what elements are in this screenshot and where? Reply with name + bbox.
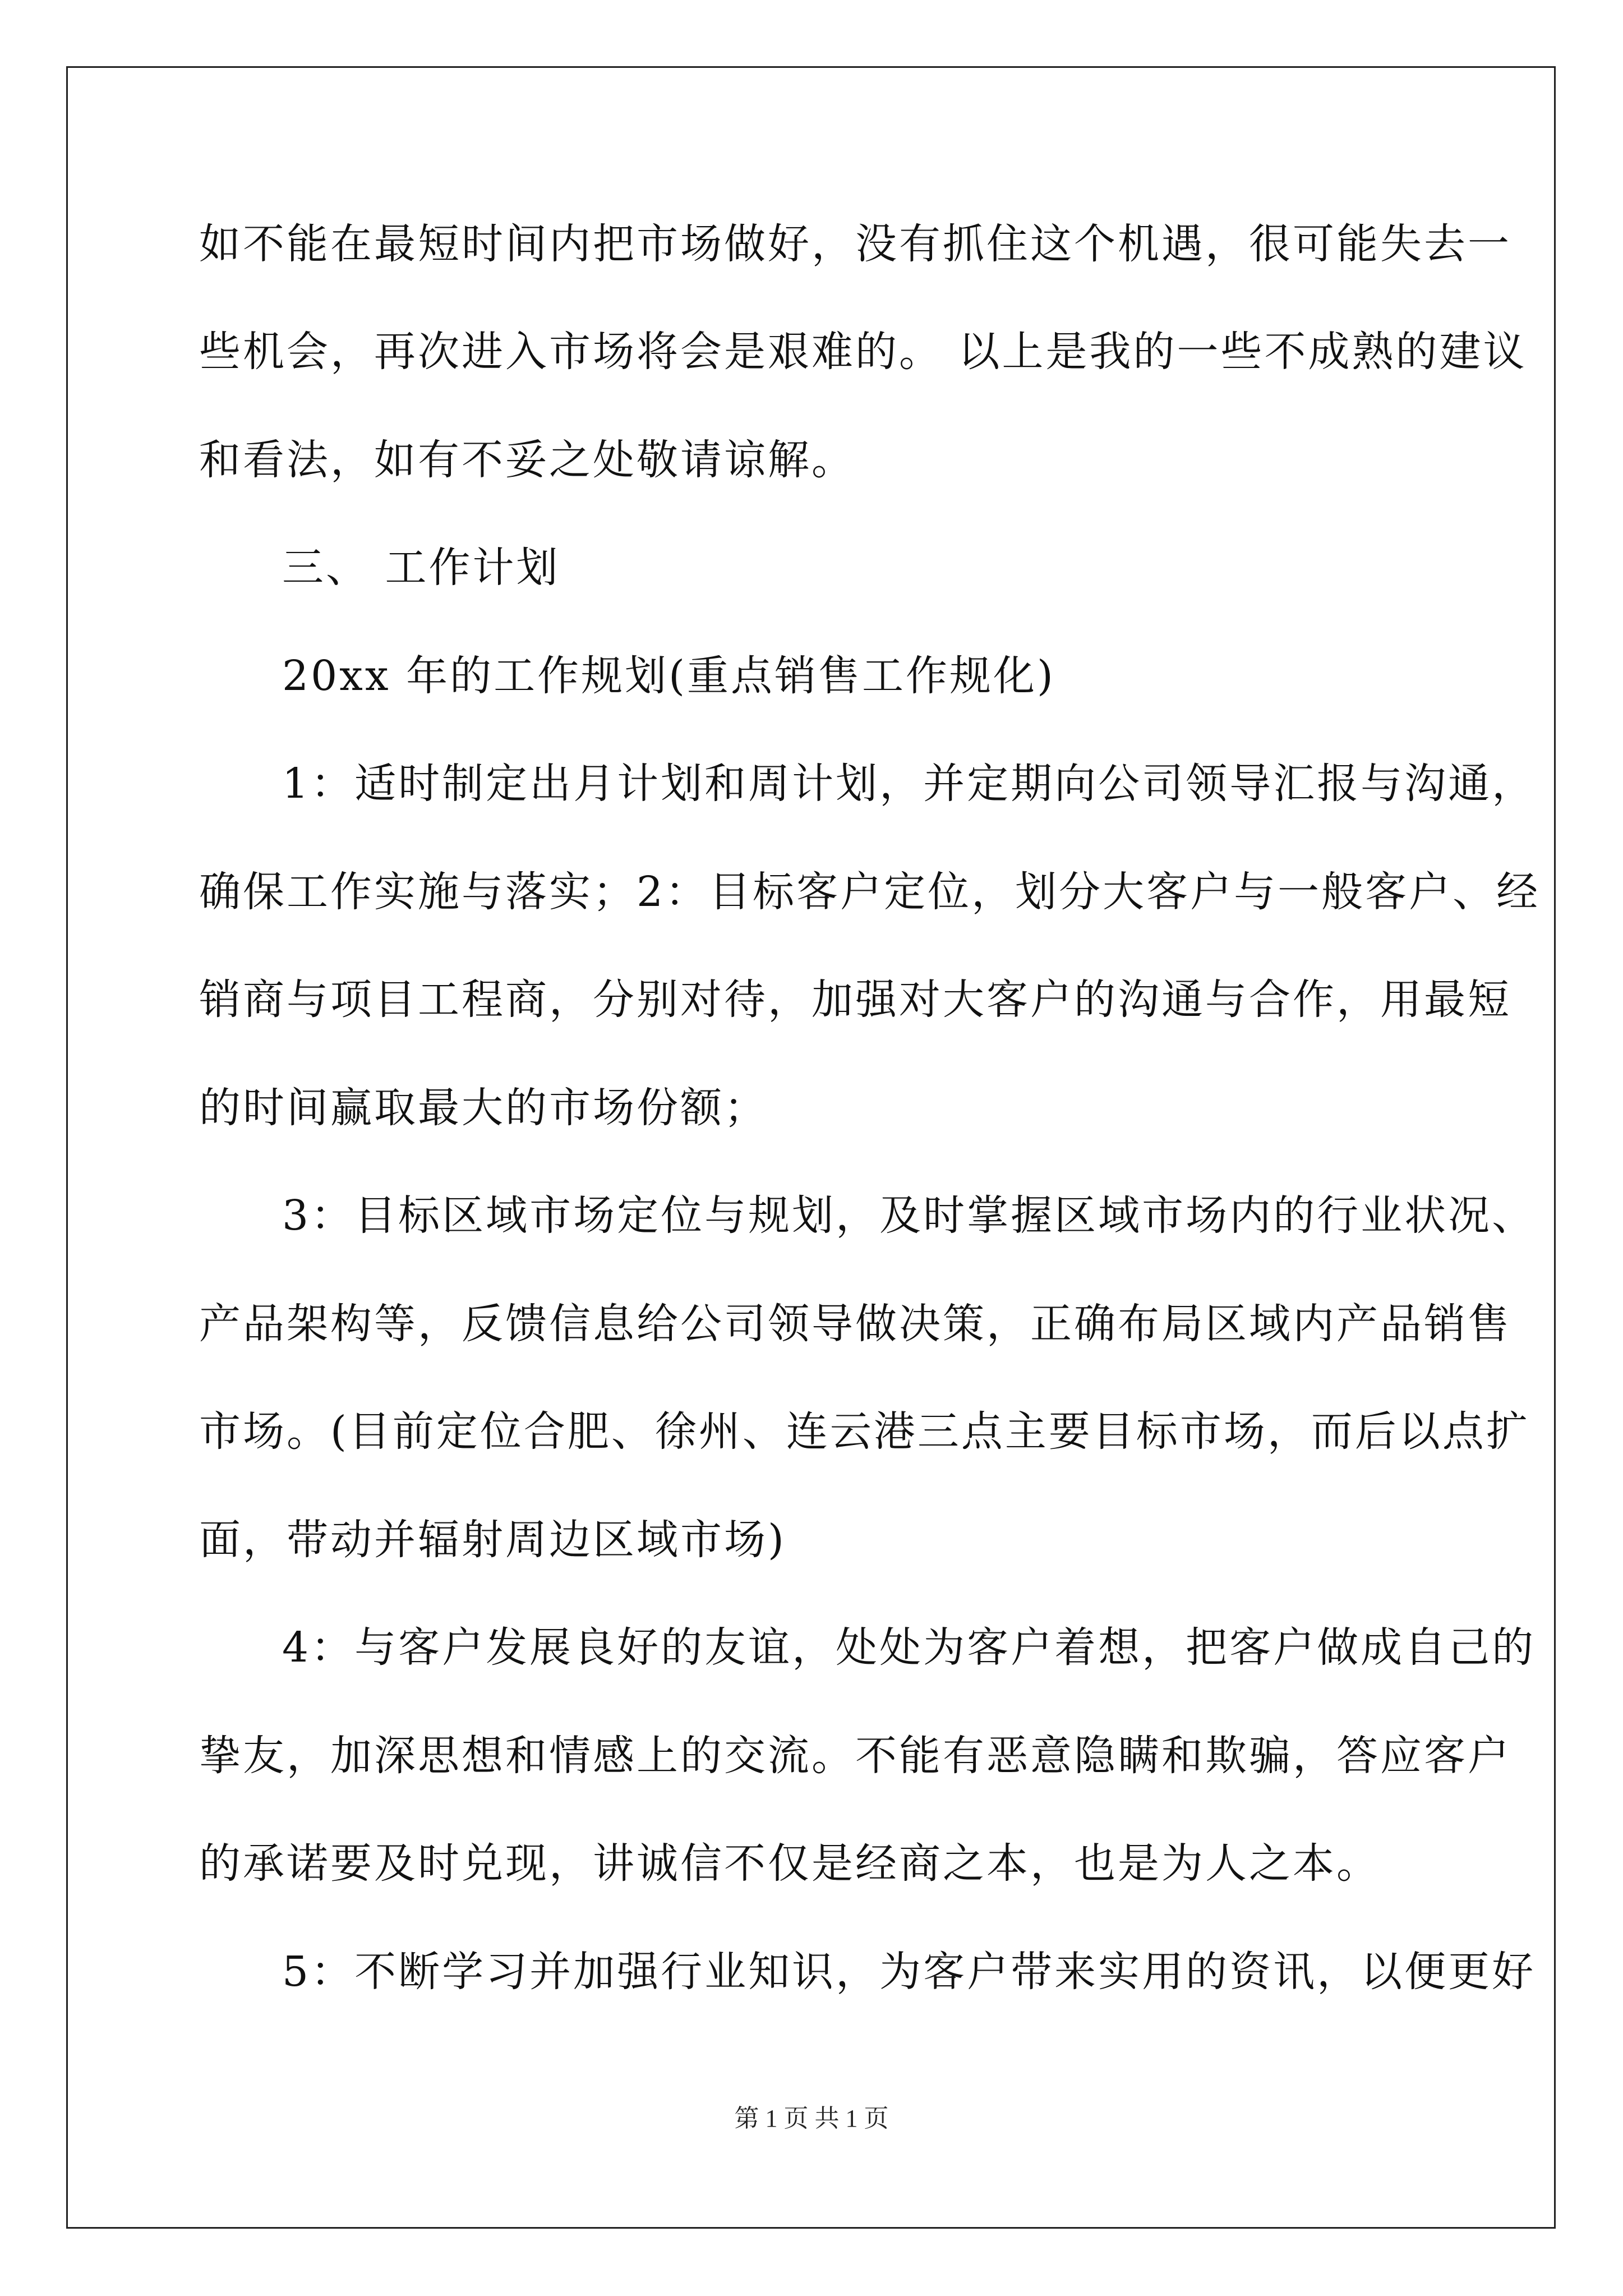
text-line: 挚友，加深思想和情感上的交流。不能有恶意隐瞒和欺骗，答应客户 bbox=[199, 1732, 1511, 1780]
text-line: 4：与客户发展良好的友谊，处处为客户着想，把客户做成自己的 bbox=[282, 1623, 1536, 1672]
text-line: 面，带动并辐射周边区域市场) bbox=[199, 1516, 786, 1564]
text-line: 产品架构等，反馈信息给公司领导做决策，正确布局区域内产品销售 bbox=[199, 1300, 1511, 1348]
page-border bbox=[66, 66, 1556, 2229]
section-heading: 三、 工作计划 bbox=[282, 544, 560, 592]
text-line: 的时间赢取最大的市场份额； bbox=[199, 1084, 768, 1132]
text-line: 1：适时制定出月计划和周计划，并定期向公司领导汇报与沟通， bbox=[282, 760, 1536, 808]
text-line: 和看法，如有不妥之处敬请谅解。 bbox=[199, 436, 855, 484]
text-line: 3：目标区域市场定位与规划，及时掌握区域市场内的行业状况、 bbox=[282, 1191, 1536, 1240]
text-line: 的承诺要及时兑现，讲诚信不仅是经商之本，也是为人之本。 bbox=[199, 1839, 1380, 1888]
text-line: 如不能在最短时间内把市场做好，没有抓住这个机遇，很可能失去一 bbox=[199, 220, 1511, 268]
text-line: 销商与项目工程商，分别对待，加强对大客户的沟通与合作，用最短 bbox=[199, 976, 1511, 1024]
text-line: 些机会，再次进入市场将会是艰难的。 以上是我的一些不成熟的建议 bbox=[199, 328, 1527, 376]
text-line: 20xx 年的工作规划(重点销售工作规化) bbox=[282, 652, 1055, 700]
page-number: 第 1 页 共 1 页 bbox=[734, 2105, 889, 2132]
text-line: 确保工作实施与落实；2：目标客户定位，划分大客户与一般客户、经 bbox=[199, 868, 1541, 916]
text-line: 5：不断学习并加强行业知识，为客户带来实用的资讯，以便更好 bbox=[282, 1948, 1536, 1996]
text-line: 市场。(目前定位合肥、徐州、连云港三点主要目标市场，而后以点扩 bbox=[199, 1407, 1530, 1456]
